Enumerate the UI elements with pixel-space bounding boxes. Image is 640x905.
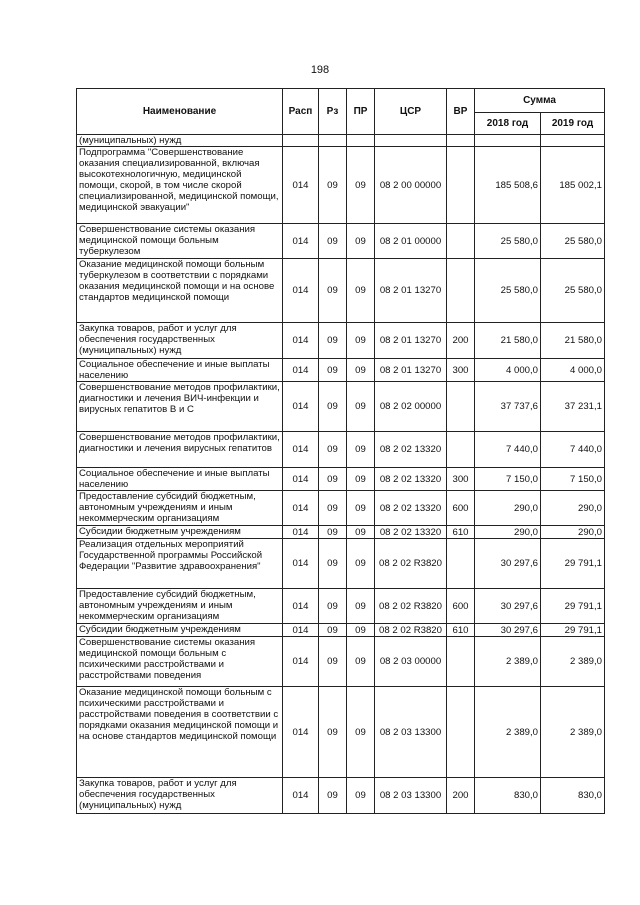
row-sum-2019: 29 791,1 — [541, 624, 605, 637]
row-pr — [347, 135, 375, 147]
table-row — [77, 778, 605, 814]
row-name: Оказание медицинской помощи больным туберкулезом в соответствии с порядками оказания медицинской помощи и на основе стандартов медицинской помощи — [77, 259, 283, 323]
row-rz: 09 — [319, 359, 347, 382]
header-pr: ПР — [347, 89, 375, 135]
row-name: Реализация отдельных мероприятий Государственной программы Российской Федерации "Развитие здравоохранения" — [77, 539, 283, 589]
row-sum-2019: 21 580,0 — [541, 323, 605, 359]
table-row — [77, 539, 605, 589]
row-pr: 09 — [347, 224, 375, 259]
row-vr — [447, 147, 475, 224]
row-rasp: 014 — [283, 147, 319, 224]
row-vr: 300 — [447, 359, 475, 382]
row-rasp: 014 — [283, 539, 319, 589]
row-sum-2018: 37 737,6 — [475, 382, 541, 432]
table-row — [77, 637, 605, 687]
table-row — [77, 624, 605, 637]
row-sum-2019: 2 389,0 — [541, 687, 605, 778]
row-csr: 08 2 01 13270 — [375, 259, 447, 323]
table-row — [77, 147, 605, 224]
header-2019: 2019 год — [541, 113, 605, 135]
row-name: Подпрограмма "Совершенствование оказания специализированной, включая высокотехнологичную, медицинской помощи, скорой, в том числе скорой специализированной, медицинской помощи, медицинской эвакуации" — [77, 147, 283, 224]
row-rz: 09 — [319, 589, 347, 624]
row-sum-2019: 830,0 — [541, 778, 605, 814]
row-vr: 610 — [447, 624, 475, 637]
row-pr: 09 — [347, 624, 375, 637]
row-name: Закупка товаров, работ и услуг для обеспечения государственных (муниципальных) нужд — [77, 323, 283, 359]
row-vr — [447, 135, 475, 147]
row-pr: 09 — [347, 382, 375, 432]
row-sum-2019: 37 231,1 — [541, 382, 605, 432]
row-sum-2019: 7 150,0 — [541, 468, 605, 491]
row-rasp: 014 — [283, 359, 319, 382]
row-pr: 09 — [347, 359, 375, 382]
row-csr: 08 2 02 R3820 — [375, 589, 447, 624]
row-csr: 08 2 03 13300 — [375, 778, 447, 814]
row-sum-2018: 830,0 — [475, 778, 541, 814]
table-row — [77, 589, 605, 624]
row-rasp: 014 — [283, 382, 319, 432]
row-pr: 09 — [347, 589, 375, 624]
row-sum-2018: 25 580,0 — [475, 224, 541, 259]
table-row — [77, 432, 605, 468]
row-rz: 09 — [319, 224, 347, 259]
page-number: 198 — [310, 64, 330, 76]
row-vr: 610 — [447, 526, 475, 539]
header-2018: 2018 год — [475, 113, 541, 135]
row-csr: 08 2 02 00000 — [375, 382, 447, 432]
row-rz: 09 — [319, 147, 347, 224]
row-name: Совершенствование методов профилактики, диагностики и лечения вирусных гепатитов — [77, 432, 283, 468]
header-csr: ЦСР — [375, 89, 447, 135]
row-sum-2018: 7 440,0 — [475, 432, 541, 468]
row-rz: 09 — [319, 491, 347, 526]
table-row — [77, 491, 605, 526]
row-sum-2019: 7 440,0 — [541, 432, 605, 468]
header-rz: Рз — [319, 89, 347, 135]
row-sum-2018: 30 297,6 — [475, 589, 541, 624]
row-sum-2019: 25 580,0 — [541, 224, 605, 259]
row-csr: 08 2 01 13270 — [375, 323, 447, 359]
table-row — [77, 135, 605, 147]
row-rasp: 014 — [283, 778, 319, 814]
row-rasp: 014 — [283, 468, 319, 491]
row-sum-2019: 2 389,0 — [541, 637, 605, 687]
row-vr — [447, 687, 475, 778]
table-row — [77, 468, 605, 491]
row-rz: 09 — [319, 259, 347, 323]
row-sum-2019: 290,0 — [541, 526, 605, 539]
table-row — [77, 526, 605, 539]
row-csr: 08 2 01 00000 — [375, 224, 447, 259]
row-rz: 09 — [319, 624, 347, 637]
table-row — [77, 224, 605, 259]
header-rasp: Расп — [283, 89, 319, 135]
row-sum-2018: 7 150,0 — [475, 468, 541, 491]
row-name: Социальное обеспечение и иные выплаты населению — [77, 468, 283, 491]
row-rz: 09 — [319, 637, 347, 687]
row-csr: 08 2 02 13320 — [375, 468, 447, 491]
row-vr: 600 — [447, 491, 475, 526]
row-name: Субсидии бюджетным учреждениям — [77, 526, 283, 539]
row-sum-2019: 290,0 — [541, 491, 605, 526]
row-rasp: 014 — [283, 259, 319, 323]
row-rz: 09 — [319, 539, 347, 589]
row-name: Социальное обеспечение и иные выплаты населению — [77, 359, 283, 382]
row-csr: 08 2 02 13320 — [375, 432, 447, 468]
row-pr: 09 — [347, 491, 375, 526]
row-pr: 09 — [347, 687, 375, 778]
row-vr: 200 — [447, 323, 475, 359]
row-rz: 09 — [319, 468, 347, 491]
row-rz: 09 — [319, 778, 347, 814]
row-sum-2018: 290,0 — [475, 491, 541, 526]
row-rasp: 014 — [283, 491, 319, 526]
row-rz: 09 — [319, 687, 347, 778]
row-rz: 09 — [319, 526, 347, 539]
budget-table — [76, 88, 605, 814]
row-pr: 09 — [347, 468, 375, 491]
row-rz — [319, 135, 347, 147]
row-csr: 08 2 03 13300 — [375, 687, 447, 778]
row-pr: 09 — [347, 539, 375, 589]
row-rasp: 014 — [283, 624, 319, 637]
row-name: (муниципальных) нужд — [77, 135, 283, 147]
row-sum-2019 — [541, 135, 605, 147]
row-vr — [447, 382, 475, 432]
row-sum-2019: 29 791,1 — [541, 589, 605, 624]
row-rz: 09 — [319, 432, 347, 468]
row-pr: 09 — [347, 432, 375, 468]
header-name: Наименование — [77, 89, 283, 135]
row-sum-2018: 21 580,0 — [475, 323, 541, 359]
row-name: Предоставление субсидий бюджетным, автономным учреждениям и иным некоммерческим организациям — [77, 589, 283, 624]
row-rz: 09 — [319, 382, 347, 432]
row-sum-2018: 185 508,6 — [475, 147, 541, 224]
row-sum-2018: 30 297,6 — [475, 624, 541, 637]
row-rasp: 014 — [283, 432, 319, 468]
row-sum-2018: 2 389,0 — [475, 637, 541, 687]
row-sum-2018 — [475, 135, 541, 147]
row-pr: 09 — [347, 526, 375, 539]
row-pr: 09 — [347, 323, 375, 359]
row-rasp: 014 — [283, 589, 319, 624]
row-pr: 09 — [347, 259, 375, 323]
row-rasp: 014 — [283, 687, 319, 778]
row-vr — [447, 539, 475, 589]
row-sum-2018: 2 389,0 — [475, 687, 541, 778]
row-rasp: 014 — [283, 637, 319, 687]
row-vr: 600 — [447, 589, 475, 624]
row-rasp: 014 — [283, 526, 319, 539]
table-row — [77, 382, 605, 432]
row-name: Совершенствование системы оказания медицинской помощи больным туберкулезом — [77, 224, 283, 259]
row-sum-2018: 290,0 — [475, 526, 541, 539]
row-name: Совершенствование методов профилактики, диагностики и лечения ВИЧ-инфекции и вирусных гепатитов В и С — [77, 382, 283, 432]
header-vr: ВР — [447, 89, 475, 135]
row-csr: 08 2 01 13270 — [375, 359, 447, 382]
row-sum-2019: 4 000,0 — [541, 359, 605, 382]
row-rasp: 014 — [283, 224, 319, 259]
row-rasp: 014 — [283, 323, 319, 359]
row-pr: 09 — [347, 147, 375, 224]
row-sum-2018: 25 580,0 — [475, 259, 541, 323]
row-name: Оказание медицинской помощи больным с психическими расстройствами и расстройствами поведения в соответствии с порядками оказания медицинской помощи и на основе стандартов медицинской помощи — [77, 687, 283, 778]
row-sum-2019: 29 791,1 — [541, 539, 605, 589]
row-sum-2019: 185 002,1 — [541, 147, 605, 224]
header-sum: Сумма — [475, 89, 605, 113]
row-rasp — [283, 135, 319, 147]
row-name: Закупка товаров, работ и услуг для обеспечения государственных (муниципальных) нужд — [77, 778, 283, 814]
row-name: Предоставление субсидий бюджетным, автономным учреждениям и иным некоммерческим организациям — [77, 491, 283, 526]
row-vr: 200 — [447, 778, 475, 814]
row-rz: 09 — [319, 323, 347, 359]
row-csr: 08 2 02 13320 — [375, 491, 447, 526]
row-csr — [375, 135, 447, 147]
row-csr: 08 2 03 00000 — [375, 637, 447, 687]
row-pr: 09 — [347, 637, 375, 687]
row-name: Совершенствование системы оказания медицинской помощи больным с психическими расстройствами и расстройствами поведения — [77, 637, 283, 687]
table-row — [77, 687, 605, 778]
row-csr: 08 2 02 13320 — [375, 526, 447, 539]
row-csr: 08 2 02 R3820 — [375, 539, 447, 589]
row-csr: 08 2 00 00000 — [375, 147, 447, 224]
row-sum-2018: 30 297,6 — [475, 539, 541, 589]
row-csr: 08 2 02 R3820 — [375, 624, 447, 637]
row-vr — [447, 637, 475, 687]
table-row — [77, 323, 605, 359]
row-pr: 09 — [347, 778, 375, 814]
row-vr — [447, 432, 475, 468]
row-sum-2018: 4 000,0 — [475, 359, 541, 382]
row-name: Субсидии бюджетным учреждениям — [77, 624, 283, 637]
table-row — [77, 359, 605, 382]
table-row — [77, 259, 605, 323]
row-vr — [447, 259, 475, 323]
row-vr: 300 — [447, 468, 475, 491]
row-vr — [447, 224, 475, 259]
row-sum-2019: 25 580,0 — [541, 259, 605, 323]
